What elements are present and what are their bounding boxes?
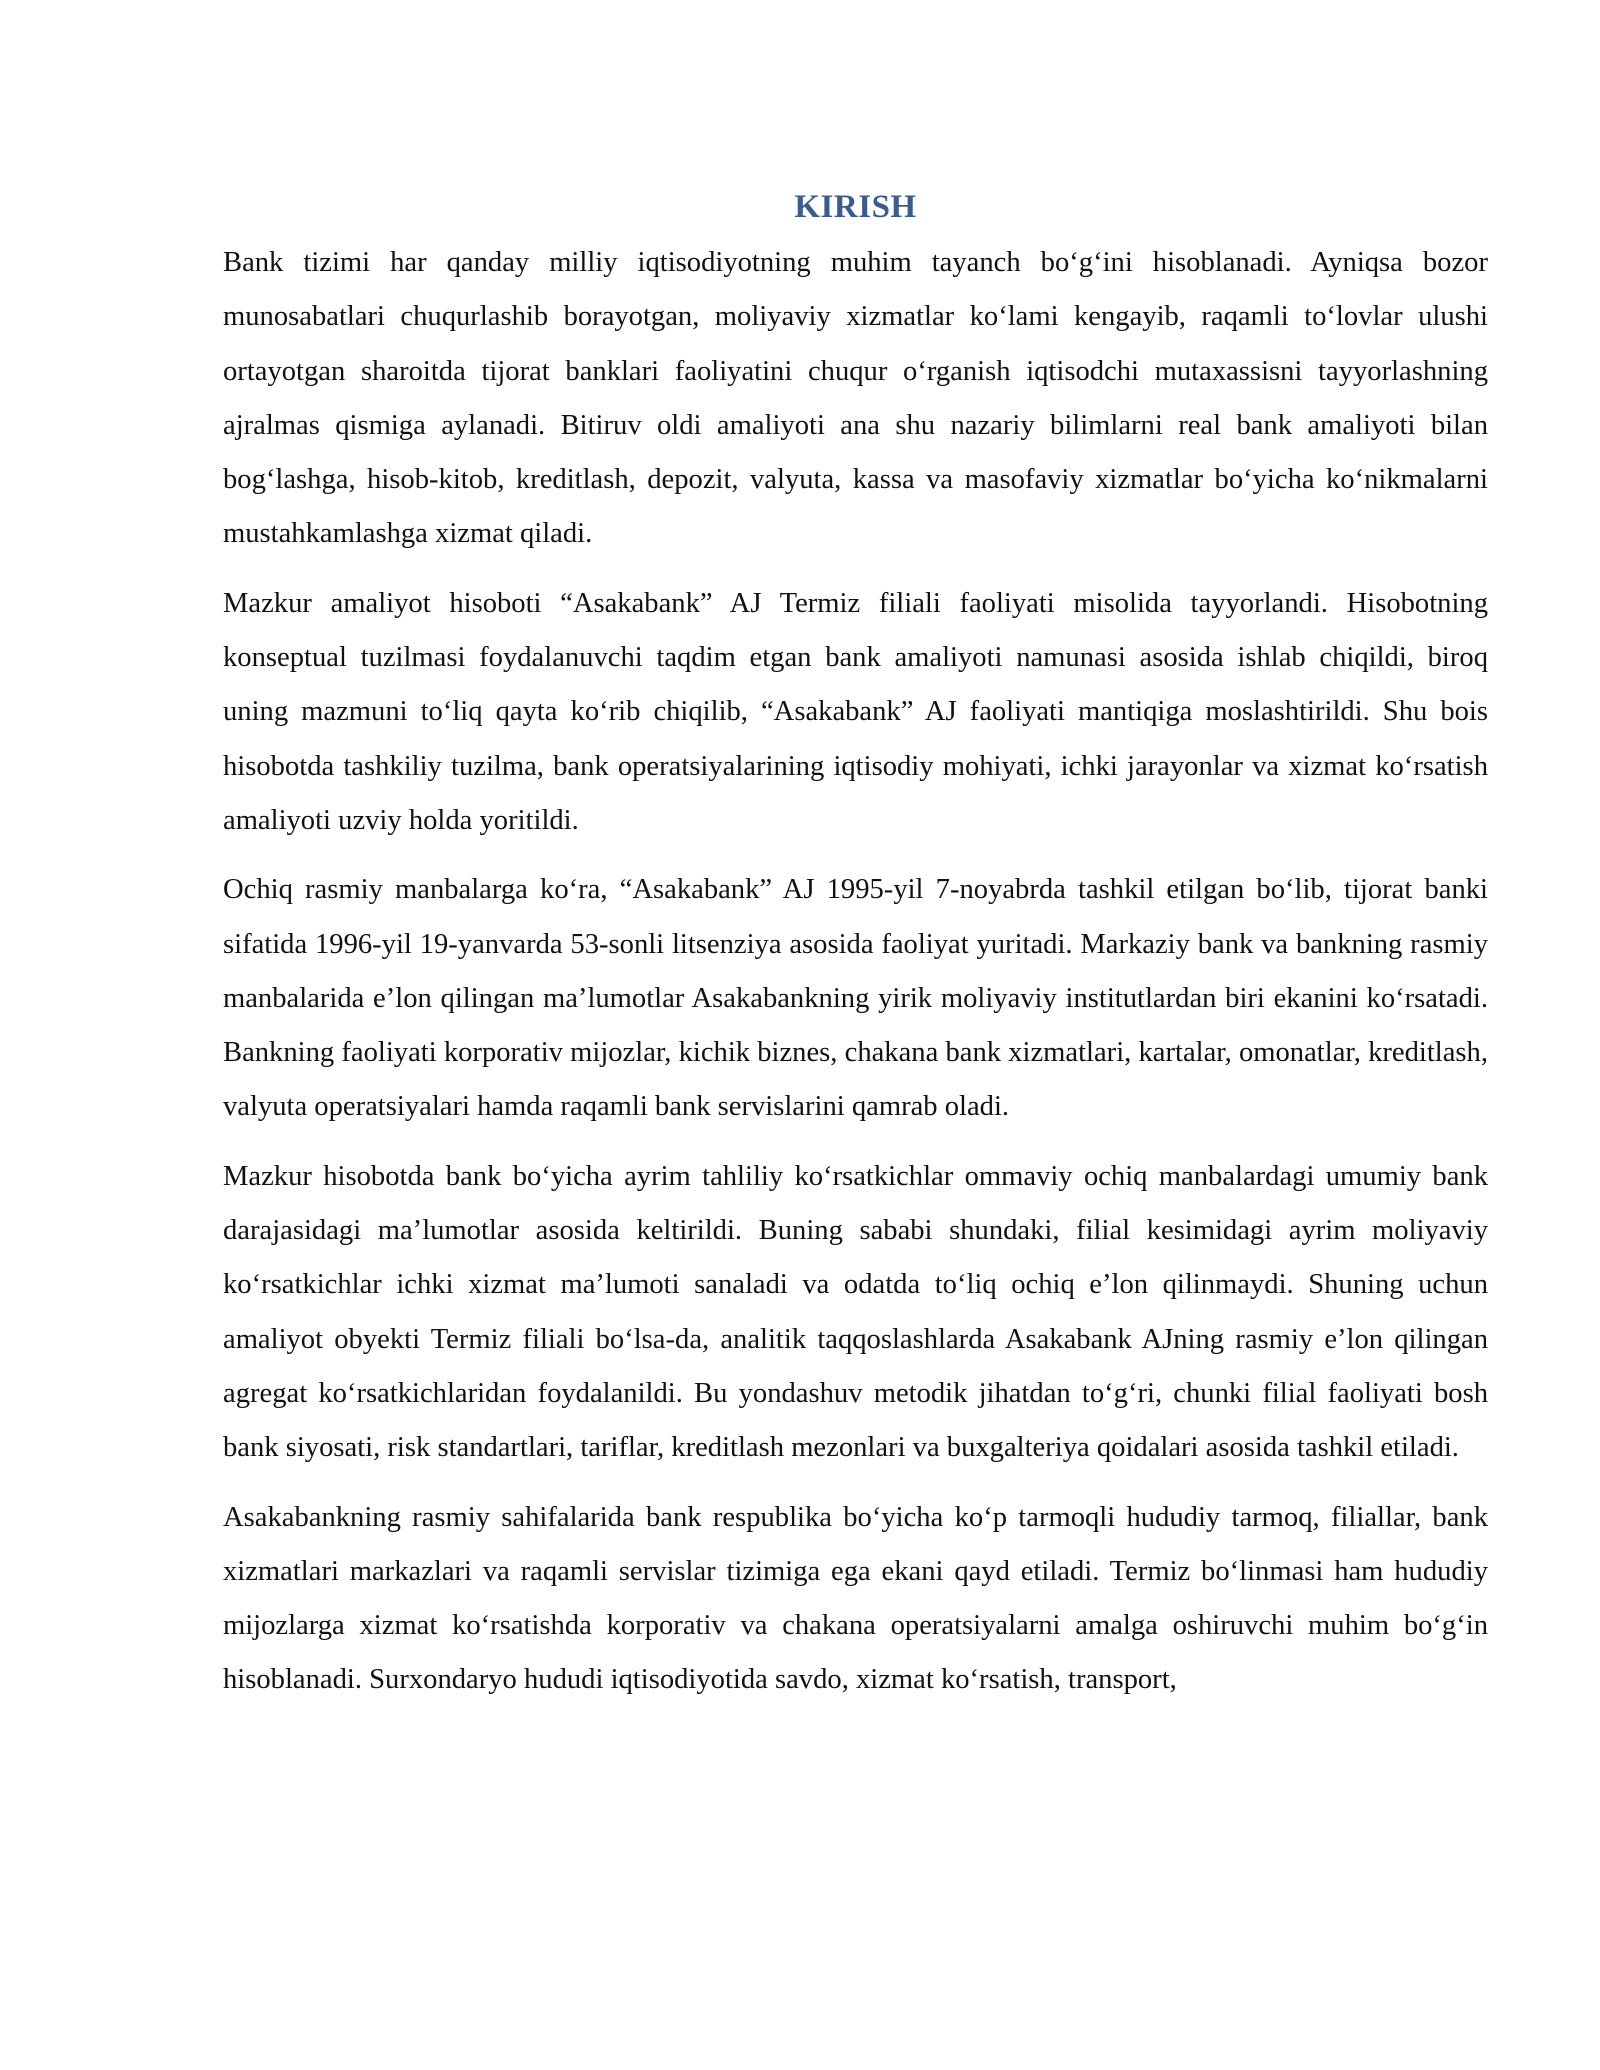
paragraph-3: Ochiq rasmiy manbalarga ko‘ra, “Asakabank” AJ 1995-yil 7-noyabrda tashkil etilgan bo‘lib, tijorat banki sifatida 1996-yil 19-yanvarda 53-sonli litsenziya asosida faoliyat yuritadi. Markaziy bank va bankning rasmiy manbalarida e’lon qilingan ma’lumotlar Asakabankning yirik moliyaviy institutlardan biri ekanini ko‘rsatadi. Bankning faoliyati korporativ mijozlar, kichik biznes, chakana bank xizmatlari, kartalar, omonatlar, kreditlash, valyuta operatsiyalari hamda raqamli bank servislarini qamrab oladi. — [223, 874, 1488, 1123]
paragraph-5: Asakabankning rasmiy sahifalarida bank respublika bo‘yicha ko‘p tarmoqli hududiy tarmoq, filiallar, bank xizmatlari markazlari va raqamli servislar tizimiga ega ekani qayd etiladi. Termiz bo‘linmasi ham hududiy mijozlarga xizmat ko‘rsatishda korporativ va chakana operatsiyalarni amalga oshiruvchi muhim bo‘g‘in hisoblanadi. Surxondaryo hududi iqtisodiyotida savdo, xizmat ko‘rsatish, transport, — [223, 1501, 1488, 1696]
paragraph-1: Bank tizimi har qanday milliy iqtisodiyotning muhim tayanch bo‘g‘ini hisoblanadi. Ayniqsa bozor munosabatlari chuqurlashib borayotgan, moliyaviy xizmatlar ko‘lami kengayib, raqamli to‘lovlar ulushi ortayotgan sharoitda tijorat banklari faoliyatini chuqur o‘rganish iqtisodchi mutaxassisni tayyorlashning ajralmas qismiga aylanadi. Bitiruv oldi amaliyoti ana shu nazariy bilimlarni real bank amaliyoti bilan bog‘lashga, hisob-kitob, kreditlash, depozit, valyuta, kassa va masofaviy xizmatlar bo‘yicha ko‘nikmalarni mustahkamlashga xizmat qiladi. — [223, 247, 1488, 550]
section-title: KIRISH — [794, 189, 917, 225]
document-body — [223, 182, 1488, 1723]
paragraph-4: Mazkur hisobotda bank bo‘yicha ayrim tahliliy ko‘rsatkichlar ommaviy ochiq manbalardagi umumiy bank darajasidagi ma’lumotlar asosida keltirildi. Buning sababi shundaki, filial kesimidagi ayrim moliyaviy ko‘rsatkichlar ichki xizmat ma’lumoti sanaladi va odatda to‘liq ochiq e’lon qilinmaydi. Shuning uchun amaliyot obyekti Termiz filiali bo‘lsa-da, analitik taqqoslashlarda Asakabank AJning rasmiy e’lon qilingan agregat ko‘rsatkichlaridan foydalanildi. Bu yondashuv metodik jihatdan to‘g‘ri, chunki filial faoliyati bosh bank siyosati, risk standartlari, tariflar, kreditlash mezonlari va buxgalteriya qoidalari asosida tashkil etiladi. — [223, 1160, 1488, 1464]
paragraph-2: Mazkur amaliyot hisoboti “Asakabank” AJ Termiz filiali faoliyati misolida tayyorlandi. Hisobotning konseptual tuzilmasi foydalanuvchi taqdim etgan bank amaliyoti namunasi asosida ishlab chiqildi, biroq uning mazmuni to‘liq qayta ko‘rib chiqilib, “Asakabank” AJ faoliyati mantiqiga moslashtirildi. Shu bois hisobotda tashkiliy tuzilma, bank operatsiyalarining iqtisodiy mohiyati, ichki jarayonlar va xizmat ko‘rsatish amaliyoti uzviy holda yoritildi. — [223, 587, 1488, 836]
